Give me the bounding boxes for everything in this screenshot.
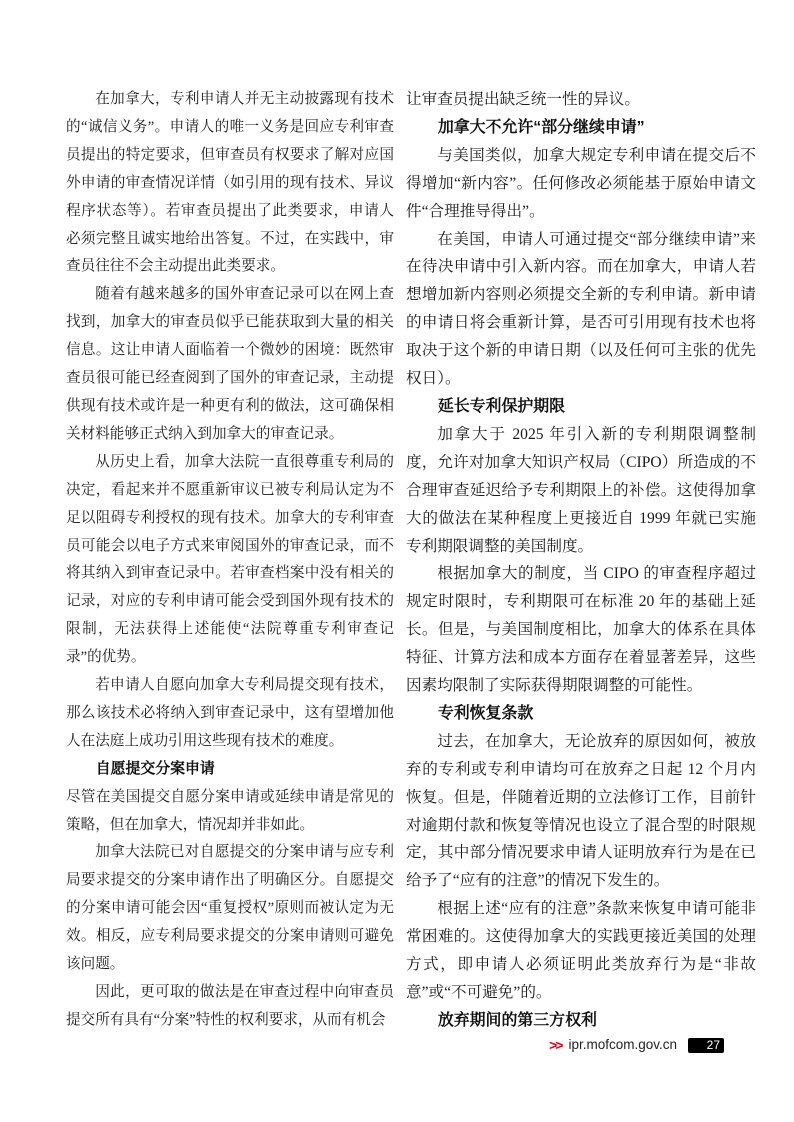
paragraph: 在加拿大，专利申请人并无主动披露现有技术的“诚信义务”。申请人的唯一义务是回应专利审查员提出的特定要求，但审查员有权要求了解对应国外申请的审查情况详情（如引用的现有技术、异议程序状态等）。若审查员提出了此类要求，申请人必须完整且诚实地给出答复。不过，在实践中，审查员往往不会主动提出此类要求。	[66, 91, 394, 275]
paragraph: 根据加拿大的制度，当 CIPO 的审查程序超过规定时限时，专利期限可在标准 20 年的基础上延长。但是，与美国制度相比，加拿大的体系在具体特征、计算方法和成本方面存在着显著差异，这些因素均限制了实际获得期限调整的可能性。	[406, 565, 756, 695]
paragraph: 因此，更可取的做法是在审查过程中向审查员提交所有具有“分案”特性的权利要求，从而有机会	[66, 984, 394, 1028]
paragraph: 过去，在加拿大，无论放弃的原因如何，被放弃的专利或专利申请均可在放弃之日起 12 个月内恢复。但是，伴随着近期的立法修订工作，目前针对逾期付款和恢复等情况也设立了混合型的时限规定，其中部分情况要求申请人证明放弃行为是在已给予了“应有的注意”的情况下发生的。	[406, 732, 756, 890]
left-column	[66, 86, 394, 1035]
paragraph: 若申请人自愿向加拿大专利局提交现有技术，那么该技术必将纳入到审查记录中，这有望增加他人在法庭上成功引用这些现有技术的难度。	[66, 677, 394, 749]
page-footer	[549, 1036, 724, 1054]
section-heading: 延长专利保护期限	[437, 397, 566, 415]
paragraph: 加拿大于 2025 年引入新的专利期限调整制度，允许对加拿大知识产权局（CIPO）所造成的不合理审查延迟给予专利期限上的补偿。这使得加拿大的做法在某种程度上更接近自 1999 年就已实施专利期限调整的美国制度。	[406, 425, 756, 555]
page-number-badge	[688, 1038, 724, 1053]
paragraph: 让审查员提出缺乏统一性的异议。	[406, 91, 640, 108]
section-heading: 放弃期间的第三方权利	[437, 1011, 597, 1029]
page-number: 27	[706, 1038, 720, 1052]
paragraph: 根据上述“应有的注意”条款来恢复申请可能非常困难的。这使得加拿大的实践更接近美国的处理方式，即申请人必须证明此类放弃行为是“非故意”或“不可避免”的。	[406, 900, 756, 1001]
article-body	[66, 86, 756, 1035]
paragraph: 随着有越来越多的国外审查记录可以在网上查找到，加拿大的审查员似乎已能获取到大量的相关信息。这让申请人面临着一个微妙的困境：既然审查员很可能已经查阅到了国外的审查记录，主动提供现有技术或许是一种更有利的做法，这可确保相关材料能够正式纳入到加拿大的审查记录。	[66, 286, 394, 442]
right-column	[406, 86, 756, 1035]
paragraph: 从历史上看，加拿大法院一直很尊重专利局的决定，看起来并不愿重新审议已被专利局认定为不足以阻碍专利授权的现有技术。加拿大的专利审查员可能会以电子方式来审阅国外的审查记录，而不将其纳入到审查记录中。若审查档案中没有相关的记录，对应的专利申请可能会受到国外现有技术的限制，无法获得上述能使“法院尊重专利审查记录”的优势。	[66, 453, 394, 666]
paragraph: 尽管在美国提交自愿分案申请或延续申请是常见的策略，但在加拿大，情况却并非如此。	[66, 788, 394, 833]
paragraph: 与美国类似，加拿大规定专利申请在提交后不得增加“新内容”。任何修改必须能基于原始申请文件“合理推导得出”。	[406, 146, 756, 220]
paragraph: 加拿大法院已对自愿提交的分案申请与应专利局要求提交的分案申请作出了明确区分。自愿提交的分案申请可能会因“重复授权”原则而被认定为无效。相反，应专利局要求提交的分案申请则可避免该问题。	[66, 844, 394, 973]
section-heading: 自愿提交分案申请	[95, 760, 215, 777]
footer-site-url: ipr.mofcom.gov.cn	[568, 1037, 677, 1053]
section-heading: 专利恢复条款	[437, 704, 534, 722]
paragraph: 在美国，申请人可通过提交“部分继续申请”来在待决申请中引入新内容。而在加拿大，申请人若想增加新内容则必须提交全新的专利申请。新申请的申请日将会重新计算，是否可引用现有技术也将取决于这个新的申请日期（以及任何可主张的优先权日）。	[406, 230, 756, 388]
double-chevron-icon: >>	[549, 1037, 562, 1053]
section-heading: 加拿大不允许“部分继续申请”	[437, 118, 645, 136]
